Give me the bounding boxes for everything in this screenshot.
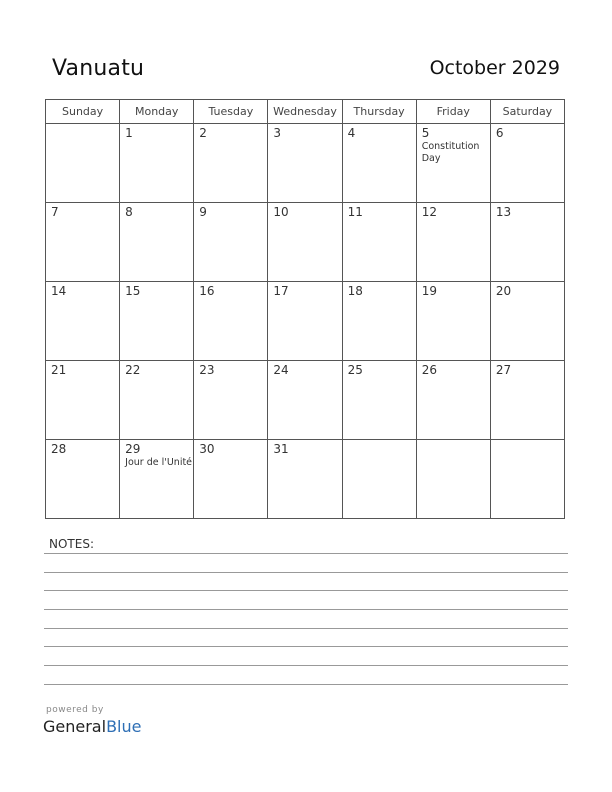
holiday-label: Constitution Day: [421, 141, 480, 164]
note-line: [44, 628, 568, 629]
day-cell: [416, 440, 490, 519]
day-cell: [46, 124, 120, 203]
calendar-grid: [45, 99, 565, 519]
day-number: 20: [495, 284, 512, 298]
day-cell: [416, 124, 490, 203]
day-cell: [120, 203, 194, 282]
generalblue-logo: [43, 717, 141, 736]
day-cell: [120, 124, 194, 203]
week-row: [46, 361, 565, 440]
day-cell: [342, 282, 416, 361]
day-cell: [194, 124, 268, 203]
note-line: [44, 609, 568, 610]
day-cell: [268, 361, 342, 440]
weekday-saturday: Saturday: [490, 100, 564, 124]
day-number: 4: [347, 126, 356, 140]
day-cell: [194, 440, 268, 519]
day-number: 19: [421, 284, 437, 298]
notes-label: NOTES:: [49, 537, 94, 551]
weekday-monday: Monday: [120, 100, 194, 124]
powered-by-text: powered by: [46, 705, 104, 715]
weekday-header-row: [46, 100, 565, 124]
day-number: 13: [495, 205, 512, 219]
day-cell: [490, 361, 564, 440]
day-cell: [268, 282, 342, 361]
day-number: 26: [421, 363, 437, 377]
day-number: 11: [347, 205, 363, 219]
day-number: 16: [199, 284, 215, 298]
note-line: [44, 590, 568, 591]
day-cell: [490, 124, 564, 203]
day-number: 7: [51, 205, 59, 219]
day-cell: [46, 361, 120, 440]
day-number: 9: [199, 205, 207, 219]
note-line: [44, 572, 568, 573]
note-line: [44, 684, 568, 685]
day-cell: [268, 440, 342, 519]
note-line: [44, 665, 568, 666]
week-row: [46, 124, 565, 203]
weekday-thursday: Thursday: [342, 100, 416, 124]
weekday-tuesday: Tuesday: [194, 100, 268, 124]
day-cell: [120, 361, 194, 440]
day-cell: [416, 361, 490, 440]
day-cell: [416, 282, 490, 361]
day-number: 31: [273, 442, 289, 456]
calendar-body: [46, 124, 565, 519]
day-number: 29: [125, 442, 141, 456]
day-cell: [194, 361, 268, 440]
note-line: [44, 553, 568, 554]
day-cell: [342, 361, 416, 440]
day-number: 27: [495, 363, 512, 377]
day-number: 24: [273, 363, 289, 377]
day-number: 22: [125, 363, 141, 377]
day-number: 21: [51, 363, 67, 377]
week-row: [46, 282, 565, 361]
day-cell: [194, 203, 268, 282]
day-number: 23: [199, 363, 215, 377]
day-number: 30: [199, 442, 215, 456]
day-cell: [490, 440, 564, 519]
week-row: [46, 203, 565, 282]
day-cell: [490, 282, 564, 361]
day-cell: [46, 282, 120, 361]
day-number: 10: [273, 205, 289, 219]
day-cell: [194, 282, 268, 361]
day-number: 8: [125, 205, 133, 219]
week-row: [46, 440, 565, 519]
day-cell: [268, 203, 342, 282]
month-year-title: October 2029: [429, 57, 560, 79]
weekday-sunday: Sunday: [46, 100, 120, 124]
day-cell: [46, 203, 120, 282]
day-number: 1: [125, 126, 133, 140]
day-number: 2: [199, 126, 207, 140]
weekday-friday: Friday: [416, 100, 490, 124]
weekday-wednesday: Wednesday: [268, 100, 342, 124]
day-cell: [46, 440, 120, 519]
day-number: 15: [125, 284, 141, 298]
day-cell: [268, 124, 342, 203]
country-title: Vanuatu: [52, 56, 145, 81]
day-cell: [342, 124, 416, 203]
brand-blue-text: Blue: [106, 717, 142, 736]
day-number: 17: [273, 284, 289, 298]
day-number: 12: [421, 205, 437, 219]
day-number: 25: [347, 363, 363, 377]
day-cell: [342, 203, 416, 282]
day-cell: [416, 203, 490, 282]
note-line: [44, 646, 568, 647]
holiday-label: Jour de l'Unité: [125, 457, 193, 468]
day-number: 18: [347, 284, 363, 298]
day-number: 28: [51, 442, 67, 456]
brand-general-text: General: [43, 717, 107, 736]
day-number: 6: [495, 126, 504, 140]
day-number: 3: [273, 126, 282, 140]
day-cell: [490, 203, 564, 282]
day-cell: [120, 440, 194, 519]
day-number: 14: [51, 284, 67, 298]
day-cell: [120, 282, 194, 361]
day-number: 5: [421, 126, 430, 140]
day-cell: [342, 440, 416, 519]
